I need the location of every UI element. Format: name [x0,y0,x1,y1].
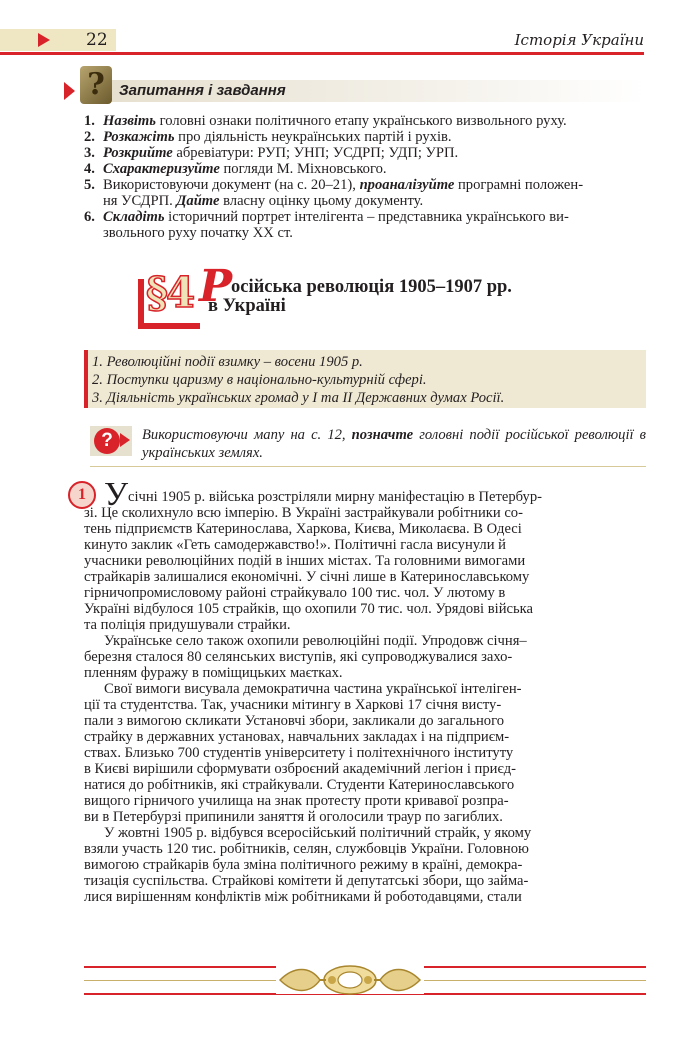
question-text: звольного руху початку ХХ ст. [103,225,293,241]
question-number: 4. [84,161,95,177]
question-verb: Назвіть [103,113,156,129]
section-drop-letter: Р [199,261,233,312]
section-title-line-1: осійська революція 1905–1907 рр. [231,277,512,297]
question-number: 1. [84,113,95,129]
task-divider [90,466,646,467]
body-line: Свої вимоги висувала демократична частина української інтеліген- [104,681,522,697]
section-mark: §4 [146,268,194,317]
plan-item-3: 3. Діяльність українських громад у І та ІІ Державних думах Росії. [92,390,505,406]
question-text: ня УСДРП. [103,193,177,209]
triangle-marker-icon [64,82,75,100]
task-text [142,426,646,462]
body-line: Українське село також охопили революційні події. Упродовж січня– [104,633,527,649]
question-text: Використовуючи документ (на с. 20–21), [103,177,360,193]
task-post: головні події російської революції в українських землях. [142,427,647,461]
body-line: кинуто заклик «Геть самодержавство!». Політичні гасла висунули й [84,537,506,553]
running-title: Історія України [514,31,644,49]
question-text: абревіатури: РУП; УНП; УСДРП; УДП; УРП. [172,145,459,161]
body-line: березня сталося 80 селянських виступів, які супроводжувалися захо- [84,649,513,665]
question-number: 6. [84,209,95,225]
questions-title: Запитання і завдання [119,82,286,99]
body-line: лися вирішенням конфліктів між робітниками й роботодавцями, стали [84,889,522,905]
body-line: взяли участь 120 тис. робітників, селян, службовців України. Головною [84,841,529,857]
body-line: зі. Це сколихнуло всю імперію. В Україні застрайкували робітники со- [84,505,523,521]
body-line: тень підприємств Катеринослава, Харкова, Києва, Миколаєва. В Одесі [84,521,522,537]
question-text: історичний портрет інтелігента – представника українського ви- [164,209,569,225]
question-text: про діяльність неукраїнських партій і рухів. [174,129,452,145]
section-bracket [138,279,144,329]
footer-ornament-icon [276,962,424,998]
body-line: ції та студентства. Так, учасники мітингу в Харкові 17 січня висту- [84,697,502,713]
question-mark-icon: ? [80,66,112,104]
question-text: власну оцінку цьому документу. [219,193,424,209]
body-line: гірничопромисловому районі страйкувало 100 тис. чол. У лютому в [84,585,506,601]
body-line: учасники революційних подій в інших містах. Та головними вимогами [84,553,526,569]
question-text: програмні положен- [454,177,584,193]
body-line: ствах. Близько 700 студентів університету і політехнічного інституту [84,745,514,761]
question-item-6 [84,209,646,241]
section-title-line-2: в Україні [208,296,286,316]
point-number-badge: 1 [68,481,96,509]
question-item-5 [84,177,646,209]
plan-item-2: 2. Поступки царизму в національно-культурній сфері. [92,372,427,388]
task-verb: позначте [351,427,414,443]
question-verb: проаналізуйте [359,177,455,193]
section-bracket [138,323,200,329]
body-line: вищого гірничого училища на знак протесту проти кривавої розпра- [84,793,509,809]
body-line: ви в Петербурзі припинили заняття й оголосили траур по загиблих. [84,809,503,825]
body-line: У жовтні 1905 р. відбувся всеросійський політичний страйк, у якому [104,825,532,841]
question-number: 3. [84,145,95,161]
question-text: головні ознаки політичного етапу українського визвольного руху. [155,113,567,129]
question-verb: Розкажіть [103,129,175,145]
body-line: пали з вимогою скликати Установчі збори, закликали до загального [84,713,505,729]
body-line: страйку в державних установах, навчальних закладах і на підприєм- [84,729,510,745]
arrow-icon [38,33,50,47]
body-line: Україні відбулося 105 страйків, що охопили 70 тис. чол. Урядові війська [84,601,533,617]
question-verb: Схарактеризуйте [103,161,220,177]
arrow-icon [120,433,130,447]
body-dropcap: У [104,476,129,513]
body-line: в Києві вирішили сформувати озброєний академічний легіон і приєд- [84,761,517,777]
lesson-plan-bar [84,350,88,408]
question-number: 2. [84,129,95,145]
question-verb: Розкрийте [103,145,173,161]
question-verb: Дайте [176,193,220,209]
body-line: страйкарів залишалися економічні. У січні лише в Катеринославському [84,569,530,585]
body-line: тизація суспільства. Страйкові комітети й депутатські збори, що займа- [84,873,529,889]
question-verb: Складіть [103,209,165,225]
body-line: пленням фуражу в поміщицьких маєтках. [84,665,343,681]
question-text: погляди М. Міхновського. [219,161,387,177]
body-line: та поліція придушували страйки. [84,617,291,633]
header-rule [0,52,644,55]
task-pre: Використовуючи мапу на с. 12, [142,427,352,443]
body-line: січні 1905 р. війська розстріляли мирну маніфестацію в Петербур- [128,489,543,505]
plan-item-1: 1. Революційні події взимку – восени 1905 р. [92,354,363,370]
body-line: вимогою страйкарів була зміна політичного режиму в країні, демокра- [84,857,523,873]
body-line: натися до робітників, які страйкували. Студенти Катеринославського [84,777,515,793]
question-circle-icon: ? [94,428,120,454]
question-number: 5. [84,177,95,193]
page-number: 22 [86,30,108,50]
